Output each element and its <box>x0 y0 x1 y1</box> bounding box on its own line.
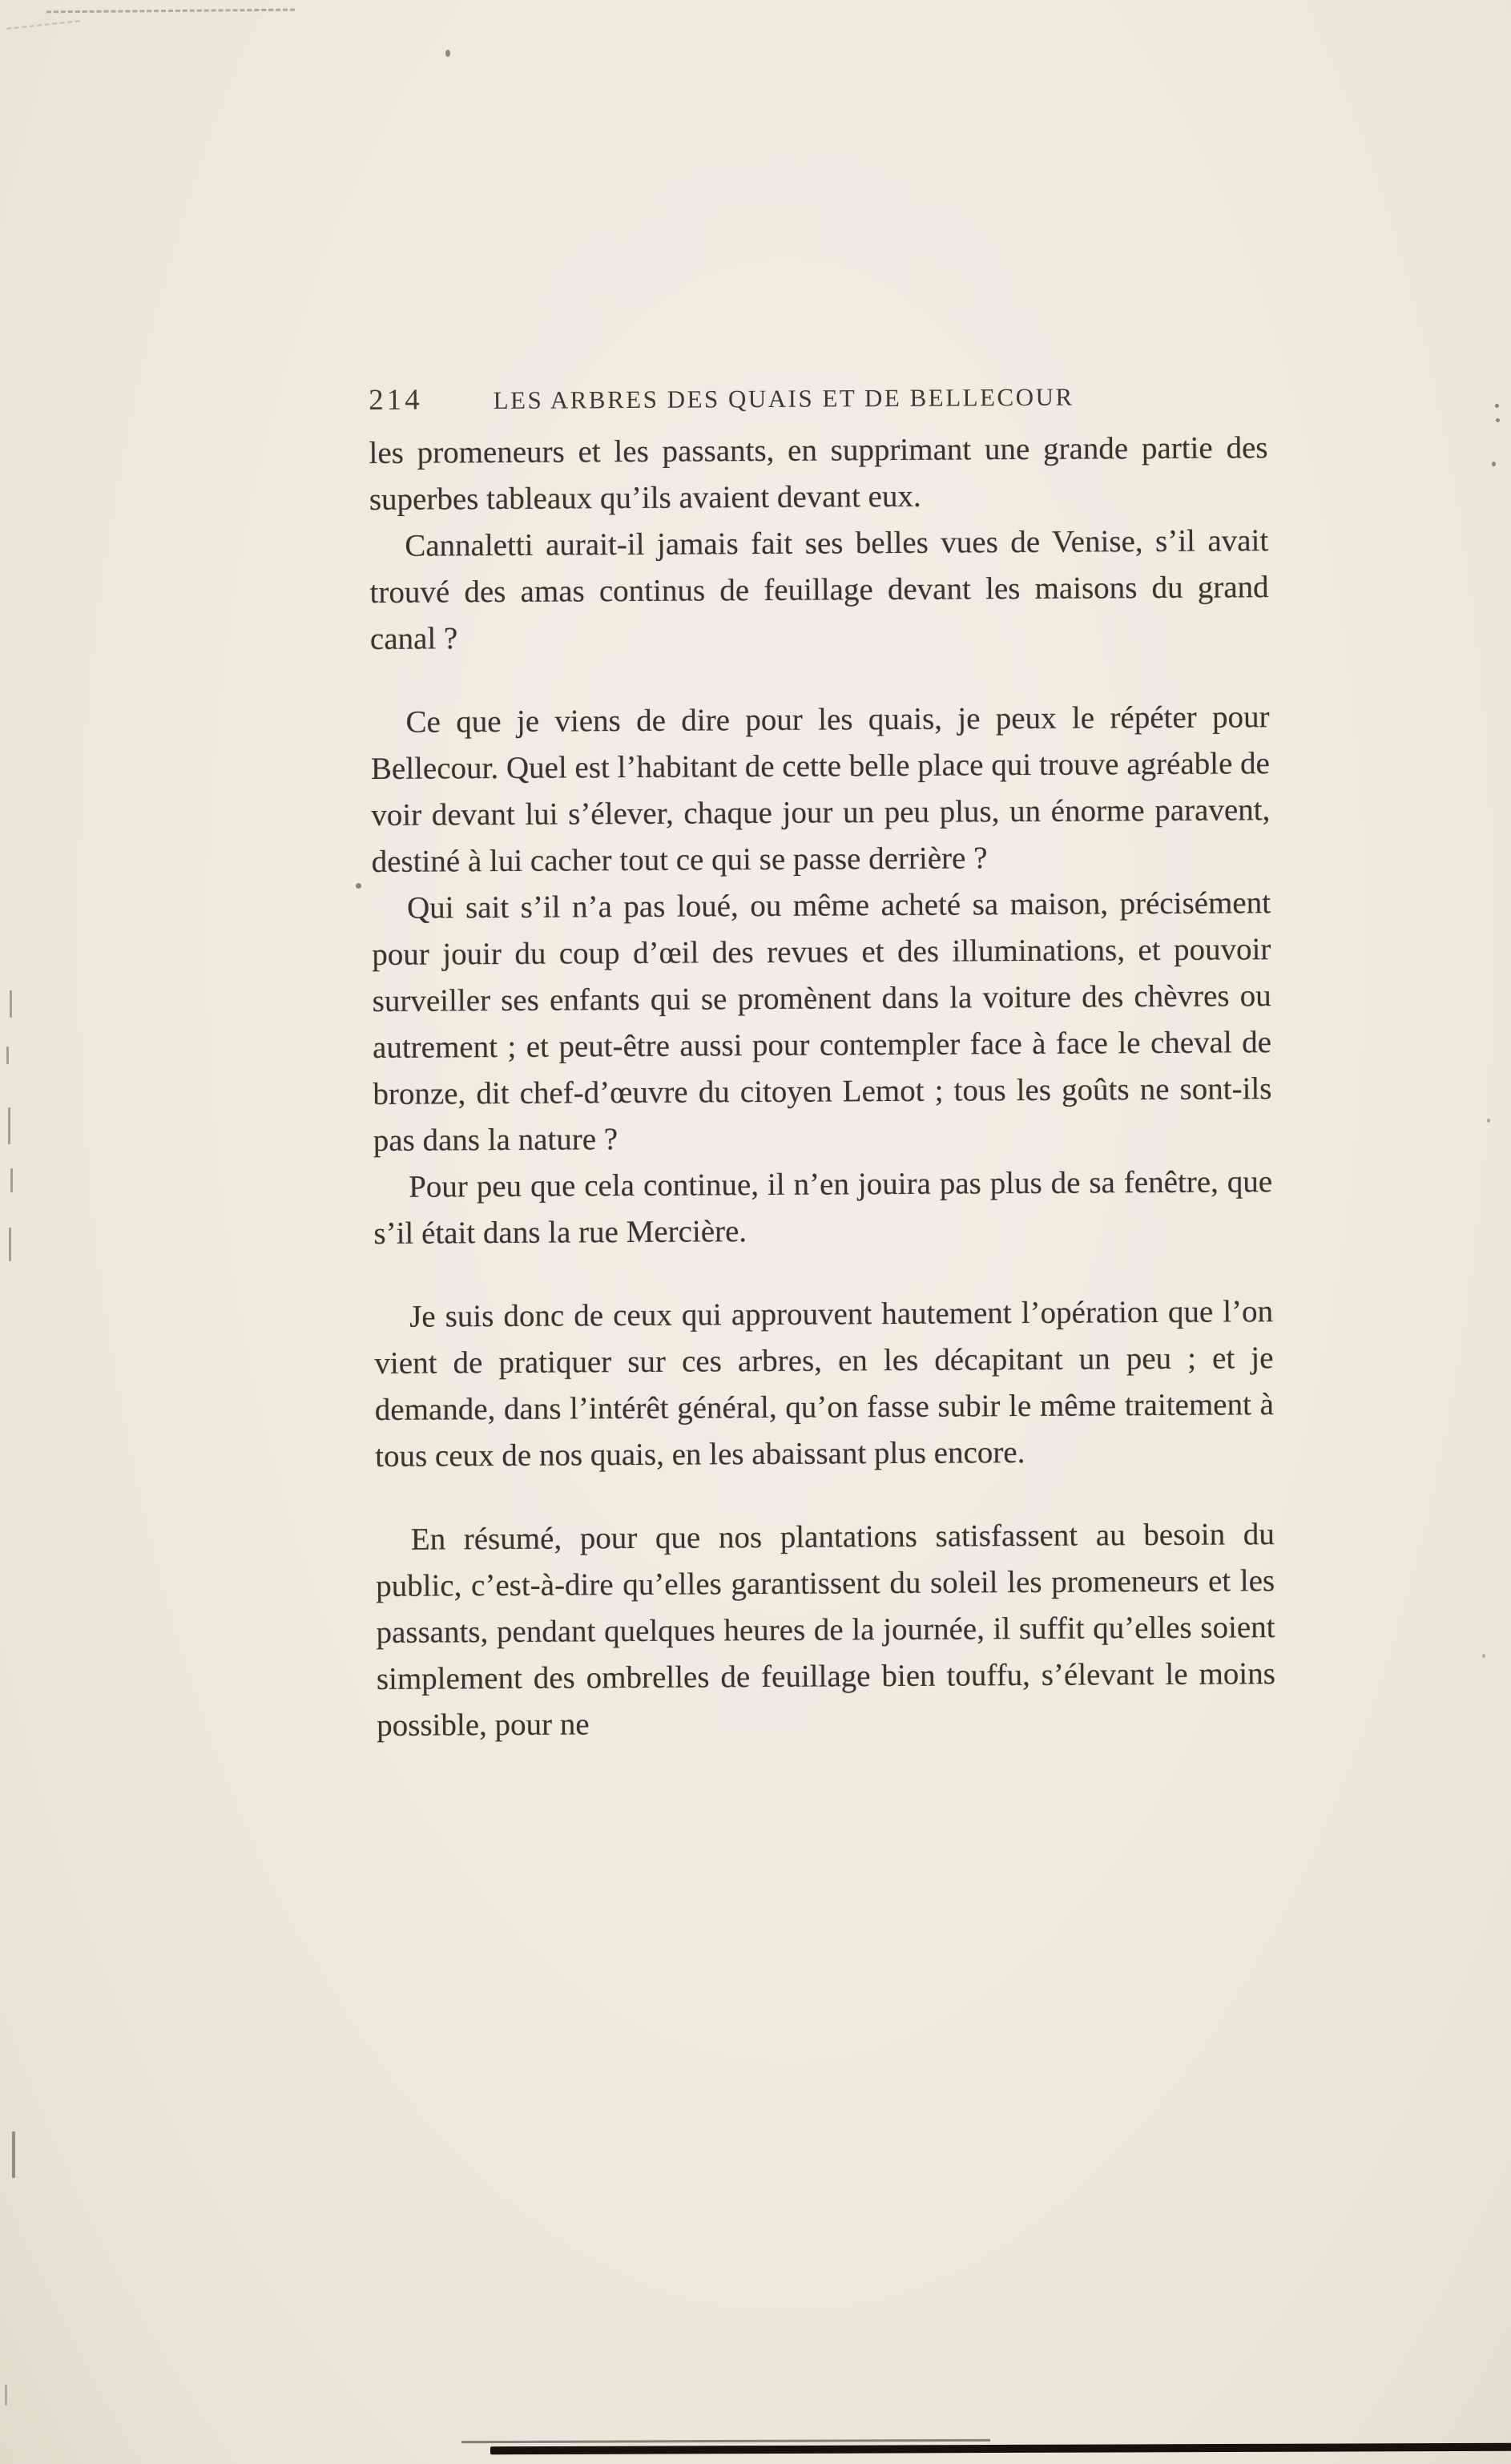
paragraph: Je suis donc de ceux qui approuvent hautement l’opération que l’on vient de pratiquer sur ces arbres, en les décapitant un peu ; et je demande, dans l’intérêt général, qu’on fasse subir le même traitement à tous ceux de nos quais, en les abaissant plus encore. <box>374 1294 1274 1474</box>
scan-artifact-margin-mark <box>10 990 12 1018</box>
paragraph: Pour peu que cela continue, il n’en jouira pas plus de sa fenêtre, que s’il était dans la rue Mercière. <box>373 1164 1273 1251</box>
page-content <box>369 377 1275 1749</box>
scan-artifact-speck <box>1495 404 1499 408</box>
scan-artifact-margin-mark <box>5 2385 7 2406</box>
paragraph: les promeneurs et les passants, en supprimant une grande partie des superbes tableaux qu’ils avaient devant eux. <box>369 430 1268 517</box>
scan-artifact-speck <box>1496 418 1500 422</box>
scan-artifact-bottom-line <box>461 2439 990 2443</box>
scan-artifact-margin-mark <box>6 1046 9 1064</box>
paragraph: Qui sait s’il n’a pas loué, ou même acheté sa maison, précisément pour jouir du coup d’œil des revues et des illuminations, et pouvoir surveiller ses enfants qui se promènent dans la voiture des chèvres ou autrement ; et peut-être aussi pour contempler face à face le cheval de bronze, dit chef-d’œuvre du citoyen Lemot ; tous les goûts ne sont-ils pas dans la nature ? <box>372 885 1272 1158</box>
scan-artifact-margin-mark <box>12 2131 15 2178</box>
paragraph: En résumé, pour que nos plantations satisfassent au besoin du public, c’est-à-dire qu’elles garantissent du soleil les promeneurs et les passants, pendant quelques heures de la journée, il suffit qu’elles soient simplement des ombrelles de feuillage bien touffu, s’élevant le moins possible, pour ne <box>376 1517 1275 1743</box>
scan-artifact-dash <box>46 9 295 14</box>
scan-artifact-dash <box>6 20 80 30</box>
scan-artifact-margin-mark <box>8 1107 10 1144</box>
body-text <box>369 425 1275 1749</box>
paragraph: Cannaletti aurait-il jamais fait ses belles vues de Venise, s’il avait trouvé des amas continus de feuillage devant les maisons du grand canal ? <box>369 523 1269 656</box>
scan-artifact-speck <box>445 50 450 57</box>
running-header: LES ARBRES DES QUAIS ET DE BELLECOUR <box>493 382 1074 415</box>
scan-artifact-margin-mark <box>9 1228 11 1261</box>
page-number: 214 <box>369 383 423 417</box>
scan-artifact-speck <box>1482 1654 1485 1658</box>
paragraph: Ce que je viens de dire pour les quais, je peux le répéter pour Bellecour. Quel est l’habitant de cette belle place qui trouve agréable de voir devant lui s’élever, chaque jour un peu plus, un énorme paravent, destiné à lui cacher tout ce qui se passe derrière ? <box>370 700 1271 879</box>
scan-artifact-margin-mark <box>10 1168 13 1192</box>
scan-artifact-dot <box>356 883 361 889</box>
scan-artifact-bottom-bar <box>490 2443 1511 2454</box>
scan-artifact-speck <box>1492 462 1496 466</box>
page-header <box>369 377 1267 417</box>
scan-artifact-speck <box>1487 1119 1490 1123</box>
